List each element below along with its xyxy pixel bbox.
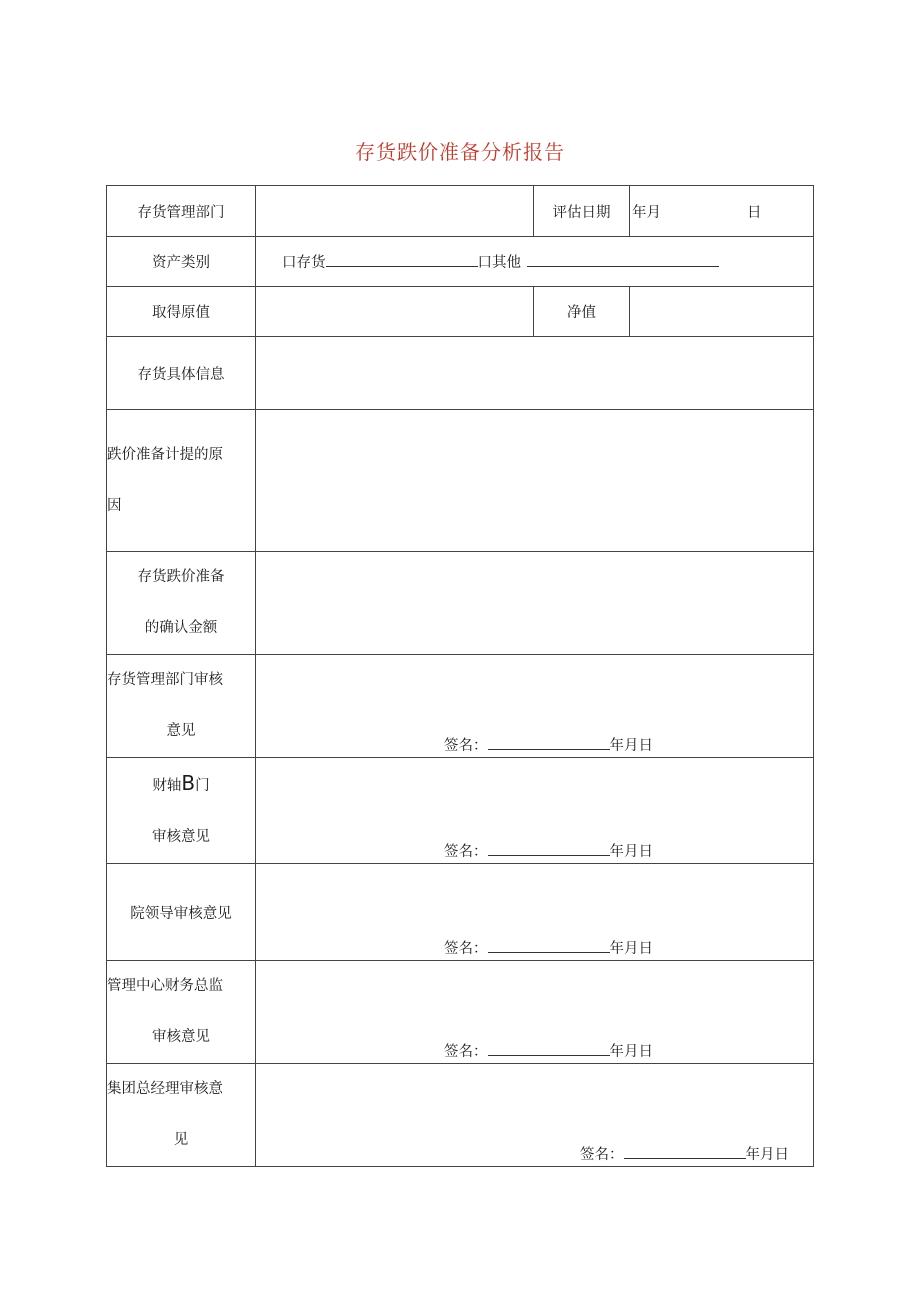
signature-blank[interactable]	[488, 1041, 610, 1056]
signature-label: 签名：	[580, 1147, 624, 1163]
option-other: 其他	[492, 255, 521, 271]
signature-date: 年月日	[609, 941, 653, 957]
signature-line	[580, 1143, 789, 1164]
signature-blank[interactable]	[488, 938, 610, 953]
date-input[interactable]	[630, 186, 814, 237]
reason-label-line2: 因	[107, 497, 122, 514]
checkbox-icon[interactable]: 口	[477, 255, 492, 271]
signature-date: 年月日	[609, 1044, 653, 1060]
review-gm-label	[107, 1064, 256, 1167]
detail-label: 存货具体信息	[107, 337, 256, 410]
original-value-input[interactable]	[256, 287, 534, 337]
signature-date: 年月日	[745, 1147, 789, 1163]
row-reason	[107, 410, 814, 552]
report-form	[106, 185, 814, 1167]
detail-input[interactable]	[256, 337, 814, 410]
signature-date: 年月日	[609, 738, 653, 754]
inventory-blank[interactable]	[326, 252, 478, 267]
reason-label	[107, 410, 256, 552]
signature-line	[444, 1040, 653, 1061]
net-value-input[interactable]	[630, 287, 814, 337]
signature-line	[444, 734, 653, 755]
review-dept-input[interactable]	[256, 655, 814, 758]
review-cfo-line2: 审核意见	[152, 1029, 210, 1045]
row-dept	[107, 186, 814, 237]
review-finance-input[interactable]	[256, 758, 814, 864]
review-finance-line1: 财轴B门	[152, 771, 210, 795]
review-finance-label	[107, 758, 256, 864]
review-cfo-line1: 管理中心财务总监	[107, 978, 223, 994]
signature-blank[interactable]	[488, 735, 610, 750]
review-dept-line2: 意见	[166, 723, 196, 739]
amount-label-line1: 存货跌价准备	[137, 569, 225, 585]
review-leader-label: 院领导审核意见	[107, 864, 256, 961]
signature-line	[444, 840, 653, 861]
date-day: 日	[747, 204, 762, 221]
category-options	[256, 237, 814, 287]
row-category	[107, 237, 814, 287]
row-amount	[107, 552, 814, 655]
dept-input[interactable]	[256, 186, 534, 237]
page-title: 存货跌价准备分析报告	[355, 140, 565, 164]
review-cfo-label	[107, 961, 256, 1064]
other-blank[interactable]	[527, 252, 719, 267]
signature-label: 签名：	[444, 941, 488, 957]
review-dept-line1: 存货管理部门审核	[107, 672, 223, 688]
signature-line	[444, 937, 653, 958]
row-detail	[107, 337, 814, 410]
row-review-leader	[107, 864, 814, 961]
signature-label: 签名：	[444, 1044, 488, 1060]
row-review-cfo	[107, 961, 814, 1064]
amount-label	[107, 552, 256, 655]
signature-blank[interactable]	[488, 841, 610, 856]
original-value-label: 取得原值	[107, 287, 256, 337]
reason-input[interactable]	[256, 410, 814, 552]
signature-blank[interactable]	[624, 1144, 746, 1159]
review-gm-input[interactable]	[256, 1064, 814, 1167]
review-gm-line1: 集团总经理审核意	[107, 1081, 223, 1097]
dept-label: 存货管理部门	[107, 186, 256, 237]
reason-label-line1: 跌价准备计提的原	[107, 446, 223, 463]
date-year-month: 年月	[632, 204, 661, 221]
amount-input[interactable]	[256, 552, 814, 655]
row-review-gm	[107, 1064, 814, 1167]
signature-label: 签名：	[444, 738, 488, 754]
option-inventory: 存货	[296, 255, 326, 271]
row-review-finance	[107, 758, 814, 864]
review-dept-label	[107, 655, 256, 758]
date-label: 评估日期	[534, 186, 630, 237]
review-gm-line2: 见	[173, 1132, 189, 1148]
row-review-dept	[107, 655, 814, 758]
checkbox-icon[interactable]: 口	[282, 255, 297, 271]
net-value-label: 净值	[534, 287, 630, 337]
review-leader-input[interactable]	[256, 864, 814, 961]
review-finance-line2: 审核意见	[152, 829, 210, 845]
signature-label: 签名：	[444, 844, 488, 860]
row-value	[107, 287, 814, 337]
category-label: 资产类别	[107, 237, 256, 287]
review-cfo-input[interactable]	[256, 961, 814, 1064]
signature-date: 年月日	[609, 844, 653, 860]
amount-label-line2: 的确认金额	[144, 620, 218, 636]
